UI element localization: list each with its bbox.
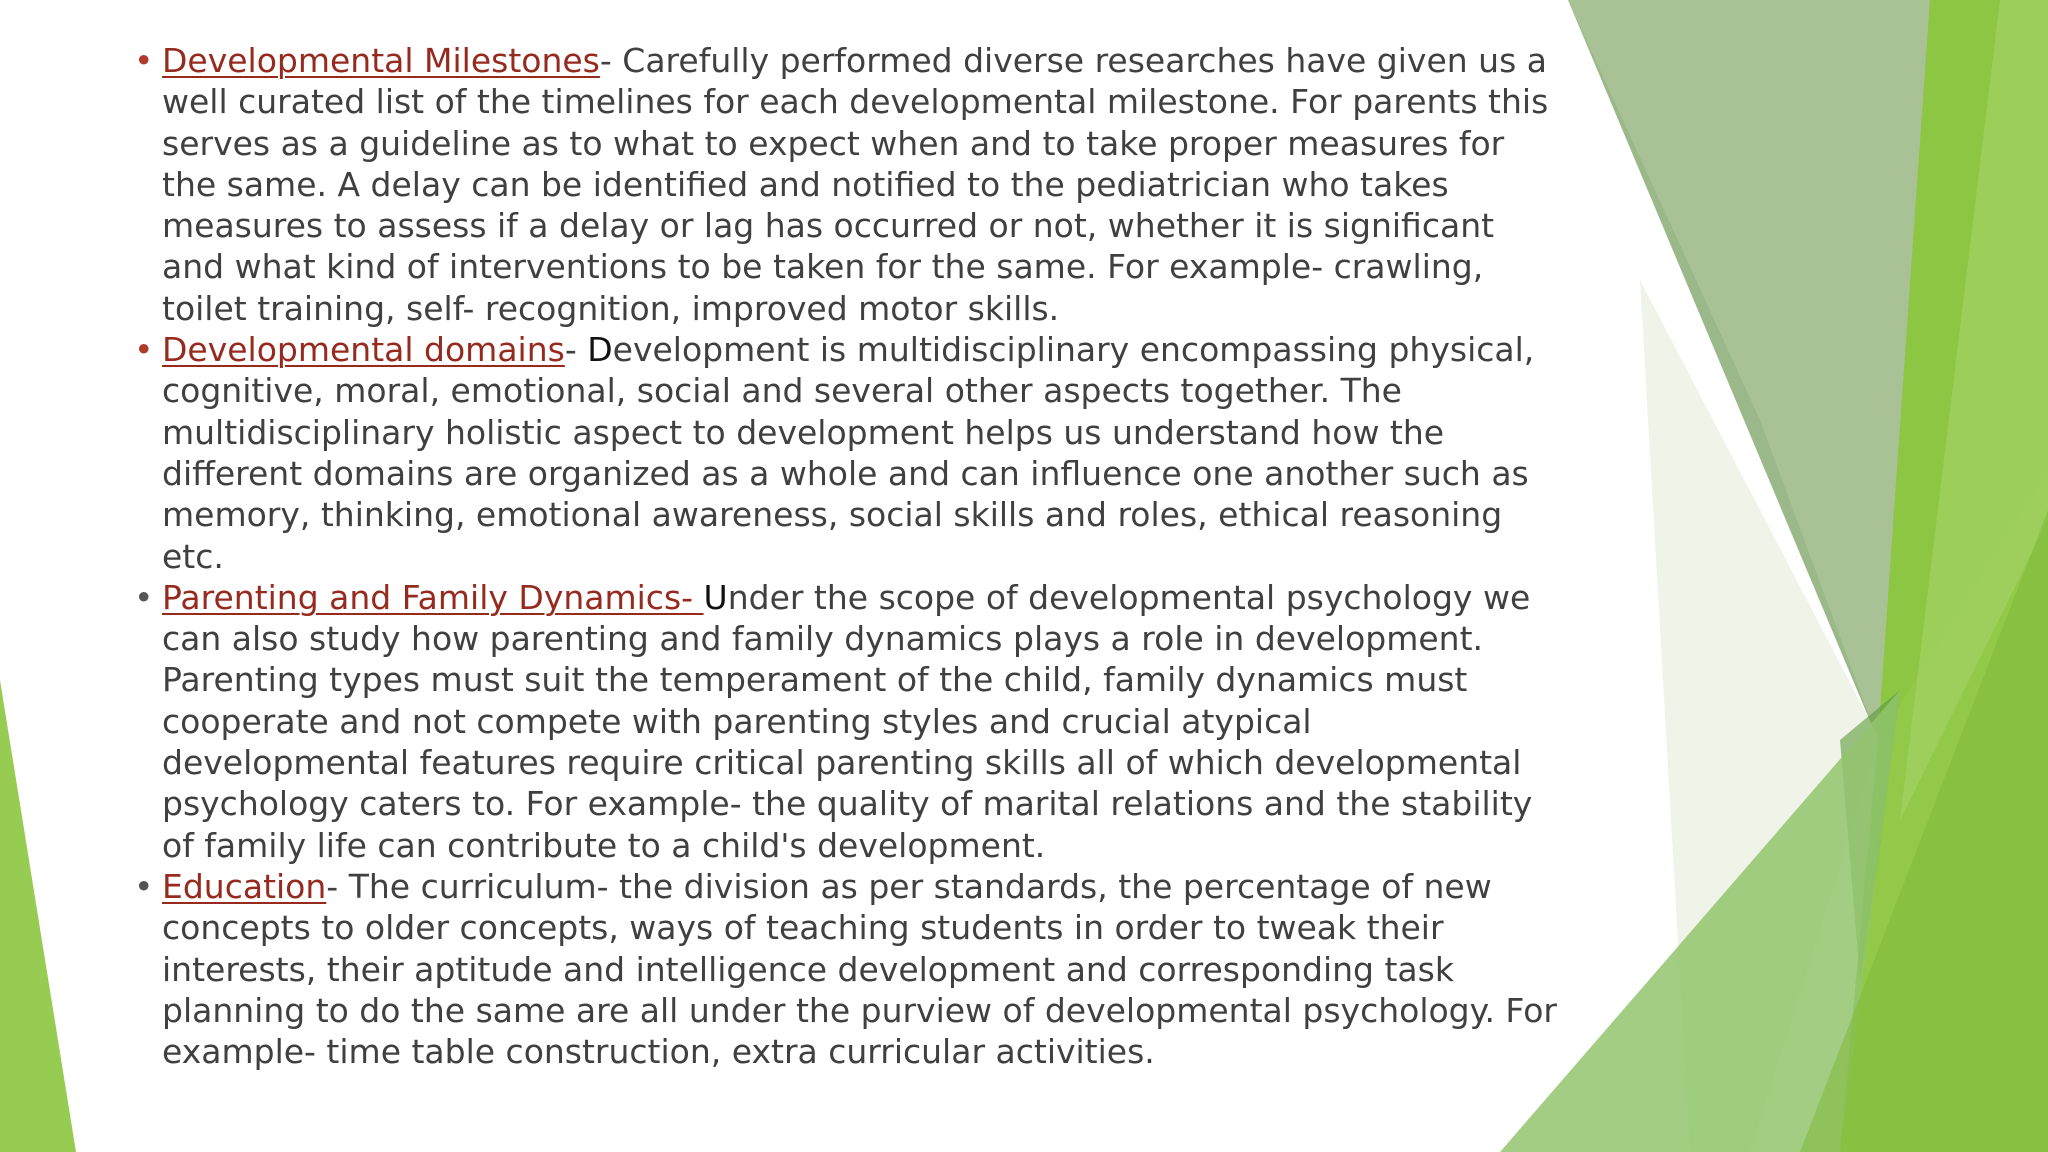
left-green-triangle <box>0 680 76 1152</box>
item-description: nder the scope of developmental psychology we can also study how parenting and family dynamics plays a role in development. Parenting types must suit the temperament of the child, family dynamics must cooperate and not compete with parenting styles and crucial atypical developmental features require critical parenting skills all of which developmental psychology caters to. For example- the quality of marital relations and the stability of family life can contribute to a child's development. <box>162 577 1533 865</box>
item-description: The curriculum- the division as per standards, the percentage of new concepts to older concepts, ways of teaching students in order to tweak their interests, their aptitude and intelligence development and corresponding task planning to do the same are all under the purview of developmental psychology. For example- time table construction, extra curricular activities. <box>162 866 1557 1072</box>
link-education[interactable]: Education <box>162 866 327 906</box>
item-separator: - <box>564 330 588 370</box>
bullet-list <box>134 40 1564 1072</box>
item-description: evelopment is multidisciplinary encompassing physical, cognitive, moral, emotional, social and several other aspects together. The multidisciplinary holistic aspect to development helps us understand how the different domains are organized as a whole and can influence one another such as memory, thinking, emotional awareness, social skills and roles, ethical reasoning etc. <box>162 330 1535 576</box>
link-parenting-family-dynamics[interactable]: Parenting and Family Dynamics- <box>162 577 704 617</box>
bullet-marker: • <box>134 41 154 80</box>
bullet-item-education <box>134 866 1564 1072</box>
bullet-marker: • <box>134 330 154 370</box>
item-description: Carefully performed diverse researches have given us a well curated list of the timelines for each developmental milestone. For parents this serves as a guideline as to what to expect when and to take proper measures for the same. A delay can be identified and notified to the pediatrician who takes measures to assess if a delay or lag has occurred or not, whether it is significant and what kind of interventions to be taken for the same. For example- crawling, toilet training, self- recognition, improved motor skills. <box>162 41 1549 328</box>
bullet-item-parenting-family-dynamics <box>134 577 1564 866</box>
item-initial-letter: U <box>703 577 728 617</box>
item-separator: - <box>326 866 349 906</box>
item-separator: - <box>599 41 623 80</box>
bullet-marker: • <box>134 577 154 617</box>
link-developmental-domains[interactable]: Developmental domains <box>162 330 565 370</box>
bullet-content <box>134 40 1564 1072</box>
bullet-item-developmental-domains <box>134 329 1564 577</box>
item-initial-letter: D <box>587 330 613 370</box>
link-developmental-milestones[interactable]: Developmental Milestones <box>162 41 600 80</box>
bullet-item-developmental-milestones <box>134 40 1564 329</box>
bullet-marker: • <box>134 866 154 906</box>
